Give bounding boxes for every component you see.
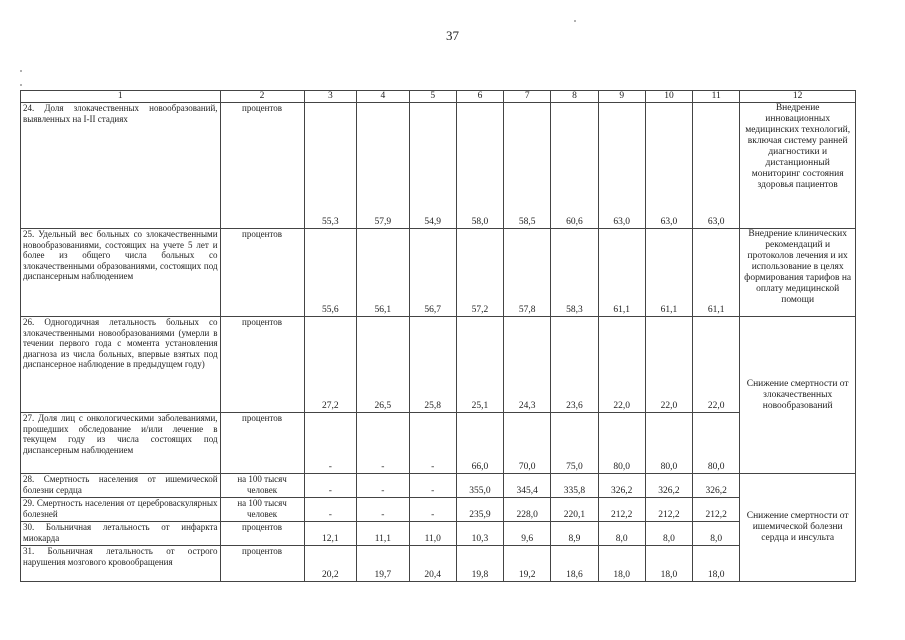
value-cell: - — [409, 498, 456, 522]
unit-cell: процентов — [220, 103, 304, 229]
value-cell: 335,8 — [551, 474, 598, 498]
value-cell: 22,0 — [598, 317, 645, 413]
table-row — [21, 317, 856, 413]
table-row — [21, 522, 856, 546]
value-cell: 61,1 — [693, 229, 740, 317]
value-cell: 57,2 — [456, 229, 503, 317]
value-cell: 18,6 — [551, 546, 598, 582]
value-cell: 8,0 — [693, 522, 740, 546]
value-cell: 19,2 — [504, 546, 551, 582]
scan-speck — [574, 20, 576, 22]
value-cell: 56,1 — [357, 229, 410, 317]
value-cell: 326,2 — [598, 474, 645, 498]
indicator-cell: 25. Удельный вес больных со злокачественными новообразованиями, состоящих на учете 5 лет и более из общего числа больных со злокачественными образованиями, состоящих под диспансерным наблюдением — [21, 229, 221, 317]
header-cell: 1 — [21, 91, 221, 103]
indicator-cell: 31. Больничная летальность от острого нарушения мозгового кровообращения — [21, 546, 221, 582]
value-cell: 9,6 — [504, 522, 551, 546]
header-row — [21, 91, 856, 103]
header-cell: 11 — [693, 91, 740, 103]
value-cell: 228,0 — [504, 498, 551, 522]
value-cell: 57,8 — [504, 229, 551, 317]
value-cell: 63,0 — [693, 103, 740, 229]
value-cell: 355,0 — [456, 474, 503, 498]
value-cell: 66,0 — [456, 413, 503, 474]
value-cell: 70,0 — [504, 413, 551, 474]
value-cell: 26,5 — [357, 317, 410, 413]
value-cell: 326,2 — [645, 474, 692, 498]
value-cell: 22,0 — [645, 317, 692, 413]
unit-cell: процентов — [220, 413, 304, 474]
header-cell: 4 — [357, 91, 410, 103]
value-cell: 55,3 — [304, 103, 357, 229]
value-cell: 25,8 — [409, 317, 456, 413]
value-cell: 24,3 — [504, 317, 551, 413]
value-cell: 11,0 — [409, 522, 456, 546]
note-cell: Снижение смертности от злокачественных новообразований — [740, 317, 856, 474]
header-cell: 6 — [456, 91, 503, 103]
value-cell: 75,0 — [551, 413, 598, 474]
value-cell: 58,3 — [551, 229, 598, 317]
value-cell: 25,1 — [456, 317, 503, 413]
page-number: 37 — [446, 28, 459, 43]
header-cell: 12 — [740, 91, 856, 103]
value-cell: - — [357, 474, 410, 498]
value-cell: 61,1 — [598, 229, 645, 317]
value-cell: 60,6 — [551, 103, 598, 229]
value-cell: 212,2 — [693, 498, 740, 522]
value-cell: 8,0 — [645, 522, 692, 546]
value-cell: 54,9 — [409, 103, 456, 229]
value-cell: 19,7 — [357, 546, 410, 582]
indicator-cell: 26. Одногодичная летальность больных со злокачественными новообразованиями (умерли в течении первого года с момента установления диагноза из числа больных, впервые взятых под диспансерное наблюдение в предыдущем году) — [21, 317, 221, 413]
value-cell: 220,1 — [551, 498, 598, 522]
note-cell: Внедрение инновационных медицинских технологий, включая систему ранней диагностики и дистанционный мониторинг состояния здоровья пациентов — [740, 103, 856, 229]
table-row — [21, 546, 856, 582]
scan-speck — [20, 84, 22, 86]
header-cell: 3 — [304, 91, 357, 103]
unit-cell: процентов — [220, 522, 304, 546]
value-cell: - — [304, 474, 357, 498]
indicators-table — [20, 90, 856, 582]
value-cell: 63,0 — [645, 103, 692, 229]
value-cell: 8,0 — [598, 522, 645, 546]
unit-cell: на 100 тысяч человек — [220, 474, 304, 498]
value-cell: 212,2 — [598, 498, 645, 522]
value-cell: 19,8 — [456, 546, 503, 582]
indicator-cell: 28. Смертность населения от ишемической болезни сердца — [21, 474, 221, 498]
table-row — [21, 103, 856, 229]
value-cell: 11,1 — [357, 522, 410, 546]
value-cell: 18,0 — [598, 546, 645, 582]
header-cell: 7 — [504, 91, 551, 103]
value-cell: 80,0 — [645, 413, 692, 474]
note-cell: Внедрение клинических рекомендаций и протоколов лечения и их использование в целях формирования тарифов на оплату медицинской помощи — [740, 229, 856, 317]
value-cell: 345,4 — [504, 474, 551, 498]
value-cell: - — [304, 498, 357, 522]
value-cell: 61,1 — [645, 229, 692, 317]
value-cell: 8,9 — [551, 522, 598, 546]
header-cell: 8 — [551, 91, 598, 103]
unit-cell: на 100 тысяч человек — [220, 498, 304, 522]
value-cell: 58,5 — [504, 103, 551, 229]
unit-cell: процентов — [220, 317, 304, 413]
value-cell: - — [357, 498, 410, 522]
value-cell: 23,6 — [551, 317, 598, 413]
note-cell: Снижение смертности от ишемической болезни сердца и инсульта — [740, 474, 856, 582]
value-cell: 63,0 — [598, 103, 645, 229]
table-row — [21, 229, 856, 317]
table-row — [21, 474, 856, 498]
value-cell: 326,2 — [693, 474, 740, 498]
indicator-cell: 29. Смертность населения от цереброваскулярных болезней — [21, 498, 221, 522]
header-cell: 9 — [598, 91, 645, 103]
header-cell: 10 — [645, 91, 692, 103]
value-cell: 235,9 — [456, 498, 503, 522]
value-cell: - — [409, 413, 456, 474]
table-row — [21, 413, 856, 474]
indicator-cell: 27. Доля лиц с онкологическими заболеваниями, прошедших обследование и/или лечение в текущем году из числа состоящих под диспансерным наблюдением — [21, 413, 221, 474]
value-cell: 56,7 — [409, 229, 456, 317]
value-cell: 18,0 — [645, 546, 692, 582]
scan-speck — [20, 70, 22, 72]
value-cell: 57,9 — [357, 103, 410, 229]
value-cell: 10,3 — [456, 522, 503, 546]
value-cell: - — [357, 413, 410, 474]
unit-cell: процентов — [220, 546, 304, 582]
value-cell: 20,2 — [304, 546, 357, 582]
indicator-cell: 24. Доля злокачественных новообразований, выявленных на I-II стадиях — [21, 103, 221, 229]
value-cell: 27,2 — [304, 317, 357, 413]
indicator-cell: 30. Больничная летальность от инфаркта миокарда — [21, 522, 221, 546]
value-cell: 18,0 — [693, 546, 740, 582]
value-cell: 58,0 — [456, 103, 503, 229]
unit-cell: процентов — [220, 229, 304, 317]
value-cell: 22,0 — [693, 317, 740, 413]
value-cell: 12,1 — [304, 522, 357, 546]
value-cell: - — [409, 474, 456, 498]
value-cell: - — [304, 413, 357, 474]
table-row — [21, 498, 856, 522]
header-cell: 2 — [220, 91, 304, 103]
value-cell: 55,6 — [304, 229, 357, 317]
value-cell: 80,0 — [693, 413, 740, 474]
value-cell: 212,2 — [645, 498, 692, 522]
value-cell: 80,0 — [598, 413, 645, 474]
header-cell: 5 — [409, 91, 456, 103]
value-cell: 20,4 — [409, 546, 456, 582]
